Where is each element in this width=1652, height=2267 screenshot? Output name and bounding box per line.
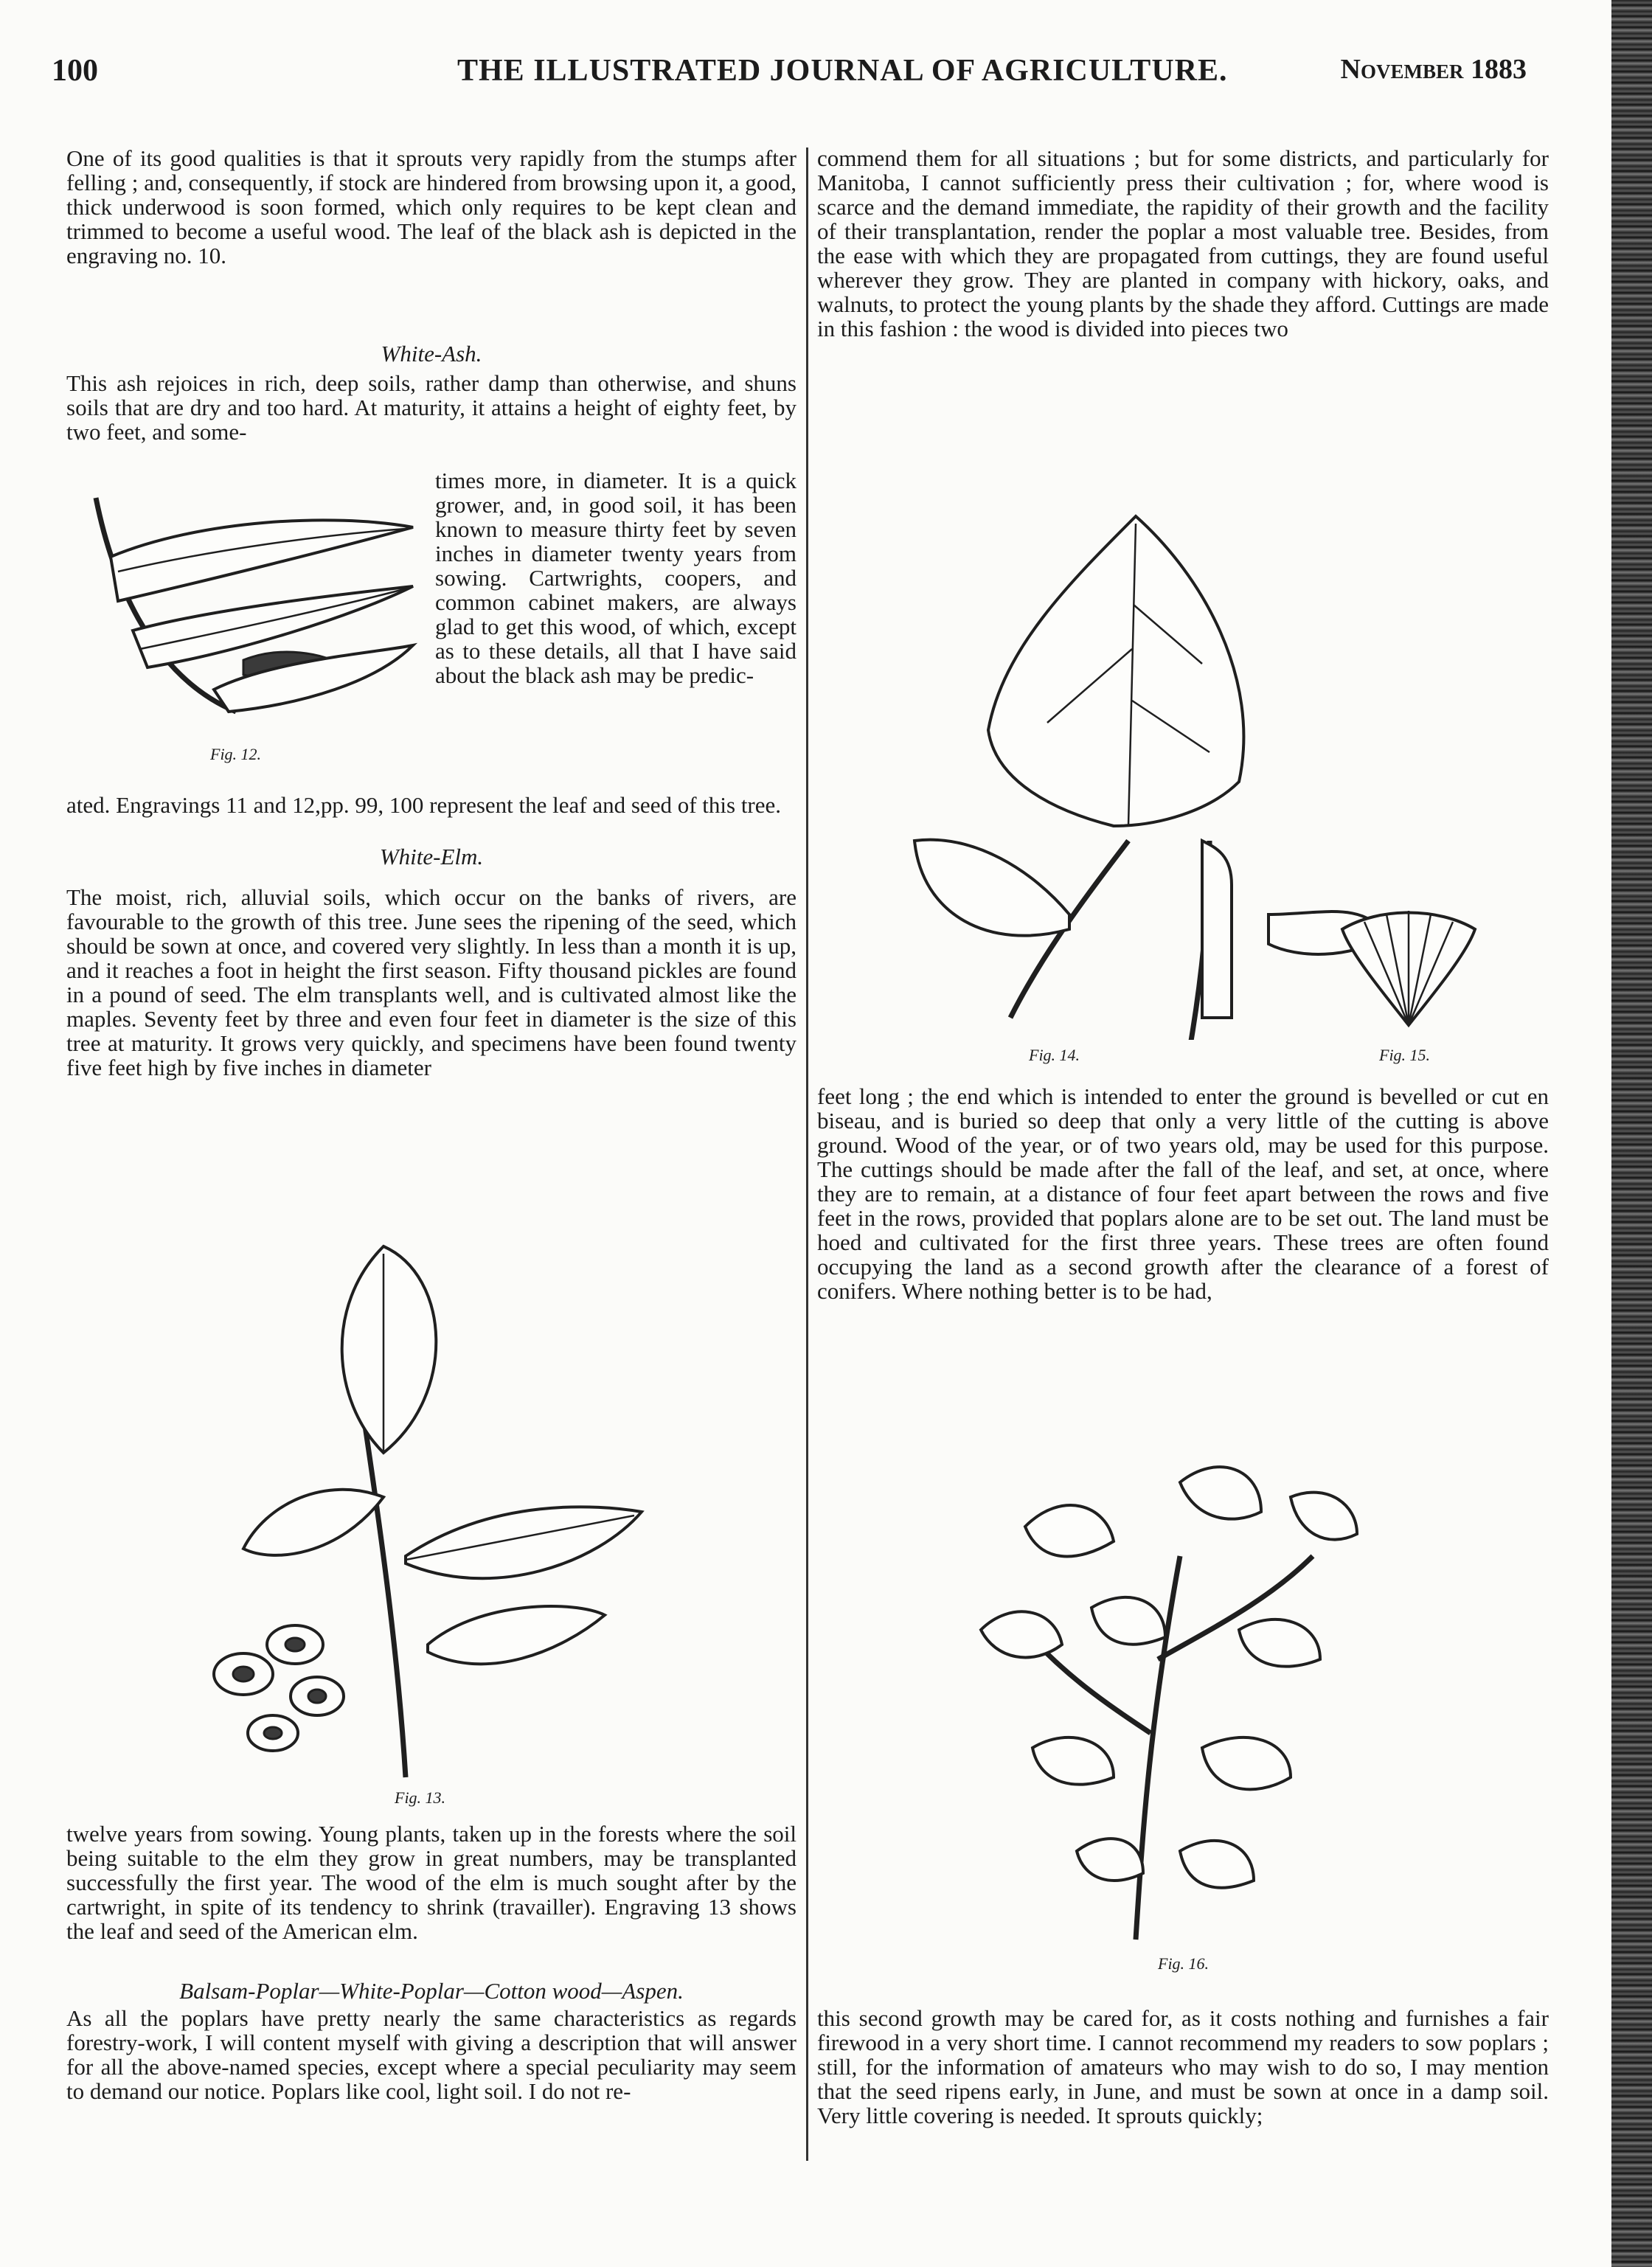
heading-white-ash: White-Ash. [381,341,482,367]
page-number: 100 [52,54,98,88]
left-paragraph-3: The moist, rich, alluvial soils, which occur on the banks of rivers, are favourable to the growth of this tree. June sees the ripening of the seed, which should be sown at once, and covered very slightly. In less than a month it is up, and it reaches a foot in height the first season. Fifty thousand pickles are found in a pound of seed. The elm transplants well, and is cultivated almost like the maples. Seventy feet by three and even four feet in diameter is the size of this tree at maturity. It grows very quickly, and specimens have been found twenty five feet high by five inches in diameter [66,885,796,1080]
journal-title: THE ILLUSTRATED JOURNAL OF AGRICULTURE. [457,54,1228,88]
column-rule [806,147,808,2161]
running-head [44,53,1549,97]
left-paragraph-2-wrap: times more, in diameter. It is a quick grower, and, in good soil, it has been known to measure thirty feet by seven inches in diameter twenty years from sowing. Cartwrights, coopers, and common cabinet makers, are always glad to get this wood, of which, except as to these details, all that I have said about the black ash may be predic- [435,468,796,688]
binding-edge [1611,0,1652,2267]
figure-15-caption: Fig. 15. [1379,1046,1431,1064]
right-paragraph-1: commend them for all situations ; but for some districts, and particularly for Manitoba, I cannot sufficiently press their cultivation ; for, where wood is scarce and the demand immediate, the rapidity of their growth and the facility of their transplantation, render the poplar a most valuable tree. Besides, from the ease with which they are propagated from cuttings, they are found useful wherever they grow. They are planted in company with hickory, oaks, and walnuts, to protect the young plants by the shade they afford. Cuttings are made in this fashion : the wood is divided into pieces two [817,146,1549,341]
right-paragraph-3: this second growth may be cared for, as it costs nothing and furnishes a fair firewood in a very short time. I cannot recommend my readers to sow poplars ; still, for the information of amateurs who may wish to do so, I may mention that the seed ripens early, in June, and must be sown at once in a damp soil. Very little covering is needed. It sprouts quickly; [817,2006,1549,2128]
heading-white-elm: White-Elm. [379,844,484,869]
left-paragraph-2-lead: This ash rejoices in rich, deep soils, rather damp than otherwise, and shuns soils that are dry and too hard. At maturity, it attains a height of eighty feet, by two feet, and some- [66,371,796,445]
figure-12-ash-seeds [66,468,428,741]
figure-12-caption: Fig. 12. [210,745,262,763]
left-paragraph-1: One of its good qualities is that it sprouts very rapidly from the stumps after felling ; and, consequently, if stock are hindered from browsing upon it, a good, thick underwood is soon formed, which only requires to be kept clean and trimmed to become a useful wood. The leaf of the black ash is depicted in the engraving no. 10. [66,146,796,268]
figure-16-caption: Fig. 16. [1158,1954,1210,1973]
figure-15-poplar-seed [1335,900,1482,1032]
heading-poplars: Balsam-Poplar—White-Poplar—Cotton wood—Aspen. [179,1979,684,2004]
figure-16-aspen-branch [959,1438,1372,1947]
figure-13-caption: Fig. 13. [395,1788,446,1807]
left-paragraph-2-end: ated. Engravings 11 and 12,pp. 99, 100 represent the leaf and seed of this tree. [66,793,782,818]
left-paragraph-4: twelve years from sowing. Young plants, taken up in the forests where the soil being suitable to the elm they grow in great numbers, may be transplanted successfully the first year. The wood of the elm is much sought after by the cartwright, in spite of its tendency to shrink (travailler). Engraving 13 shows the leaf and seed of the American elm. [66,1822,796,1944]
issue-date: November 1883 [1340,54,1527,85]
left-paragraph-5: As all the poplars have pretty nearly the same characteristics as regards forestry-work, I will content myself with giving a description that will answer for all the above-named species, except where a special peculiarity may seem to demand our notice. Poplars like cool, light soil. I do not re- [66,2006,796,2104]
right-paragraph-2: feet long ; the end which is intended to enter the ground is bevelled or cut en biseau, and is buried so deep that only a very little of the cutting is above ground. Wood of the year, or of two years old, may be used for this purpose. The cuttings should be made after the fall of the leaf, and set, at once, where they are to remain, at a distance of four feet apart between the rows and five feet in the rows, provided that poplars alone are to be set out. The land must be hoed and cultivated for the first three years. These trees are often found occupying the land as a second growth after the clearance of a forest of conifers. Where nothing better is to be had, [817,1084,1549,1304]
figure-13-elm-leaf-seed [162,1217,649,1785]
figure-14-caption: Fig. 14. [1029,1046,1080,1064]
